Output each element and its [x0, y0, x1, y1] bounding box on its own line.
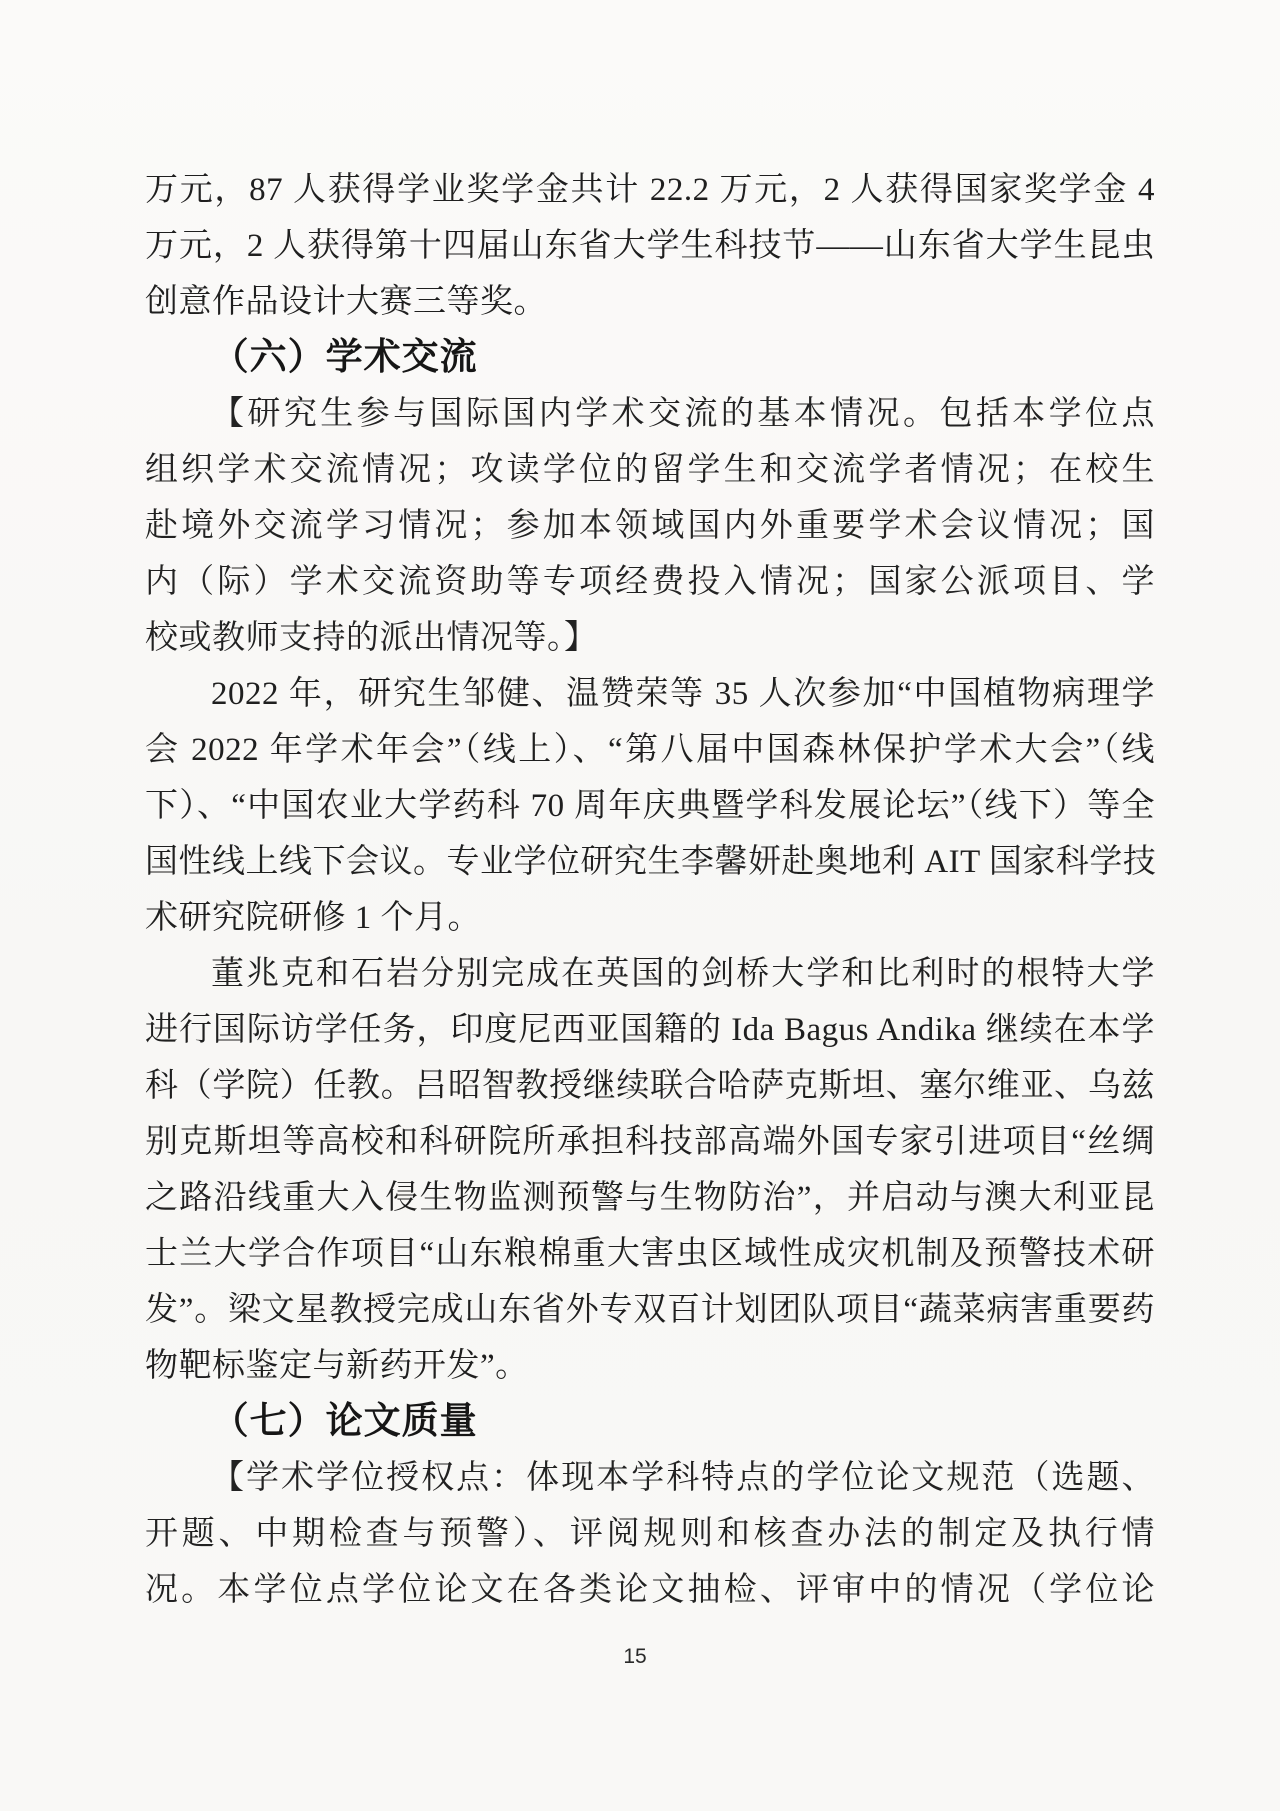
- text-line: 【研究生参与国际国内学术交流的基本情况。包括本学位点: [211, 396, 1155, 432]
- text-line: 2022 年，研究生邹健、温赞荣等 35 人次参加“中国植物病理学: [211, 676, 1155, 712]
- text-line: 士兰大学合作项目“山东粮棉重大害虫区域性成灾机制及预警技术研: [145, 1236, 1155, 1272]
- text-line: 术研究院研修 1 个月。: [145, 900, 481, 936]
- text-line: 况。本学位点学位论文在各类论文抽检、评审中的情况（学位论: [145, 1572, 1155, 1608]
- text-line: 赴境外交流学习情况；参加本领域国内外重要学术会议情况；国: [145, 508, 1155, 544]
- text-line: 组织学术交流情况；攻读学位的留学生和交流学者情况；在校生: [145, 452, 1155, 488]
- text-line: 进行国际访学任务，印度尼西亚国籍的 Ida Bagus Andika 继续在本学: [145, 1012, 1155, 1048]
- text-line: 之路沿线重大入侵生物监测预警与生物防治”，并启动与澳大利亚昆: [145, 1180, 1155, 1216]
- text-line: 别克斯坦等高校和科研院所承担科技部高端外国专家引进项目“丝绸: [145, 1124, 1155, 1160]
- text-line: 万元，2 人获得第十四届山东省大学生科技节——山东省大学生昆虫: [145, 228, 1155, 264]
- text-line: 【学术学位授权点：体现本学科特点的学位论文规范（选题、: [211, 1460, 1155, 1496]
- text-line: 会 2022 年学术年会”（线上）、“第八届中国森林保护学术大会”（线: [145, 732, 1155, 768]
- text-line: 科（学院）任教。吕昭智教授继续联合哈萨克斯坦、塞尔维亚、乌兹: [145, 1068, 1155, 1104]
- text-line: 创意作品设计大赛三等奖。: [145, 284, 547, 320]
- text-line: 国性线上线下会议。专业学位研究生李馨妍赴奥地利 AIT 国家科学技: [145, 844, 1157, 880]
- section-heading-six: （六）学术交流: [211, 337, 478, 378]
- text-line: 下）、“中国农业大学药科 70 周年庆典暨学科发展论坛”（线下）等全: [145, 788, 1155, 824]
- text-line: 万元，87 人获得学业奖学金共计 22.2 万元，2 人获得国家奖学金 4: [145, 172, 1155, 208]
- text-line: 董兆克和石岩分别完成在英国的剑桥大学和比利时的根特大学: [211, 956, 1155, 992]
- text-line: 开题、中期检查与预警）、评阅规则和核查办法的制定及执行情: [145, 1516, 1155, 1552]
- page-number: 15: [623, 1645, 647, 1668]
- section-heading-seven: （七）论文质量: [211, 1401, 478, 1442]
- text-line: 发”。梁文星教授完成山东省外专双百计划团队项目“蔬菜病害重要药: [145, 1292, 1155, 1328]
- text-line: 校或教师支持的派出情况等。】: [145, 620, 598, 656]
- text-line: 内（际）学术交流资助等专项经费投入情况；国家公派项目、学: [145, 564, 1155, 600]
- text-line: 物靶标鉴定与新药开发”。: [145, 1348, 529, 1384]
